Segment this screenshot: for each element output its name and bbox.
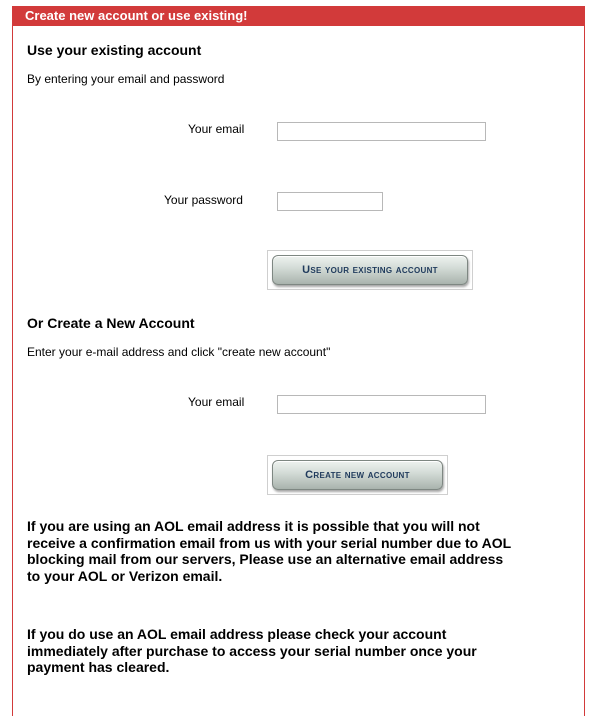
new-account-description: Enter your e-mail address and click "create new account" <box>27 345 331 359</box>
existing-email-label: Your email <box>188 122 245 136</box>
panel-title: Create new account or use existing! <box>12 6 585 26</box>
use-existing-account-button[interactable]: Use your existing account <box>272 255 468 285</box>
create-new-account-button[interactable]: Create new account <box>272 460 443 490</box>
account-panel <box>12 6 585 716</box>
new-email-input[interactable] <box>277 395 486 414</box>
new-button-frame <box>267 455 448 495</box>
existing-button-frame <box>267 250 473 290</box>
existing-account-heading: Use your existing account <box>27 42 202 58</box>
existing-password-input[interactable] <box>277 192 383 211</box>
aol-warning-notice: If you are using an AOL email address it is possible that you will not receive a confirmation email from us with your serial number due to AOL blocking mail from our servers, Please use an alternative email address to your AOL or Verizon email. <box>27 518 511 584</box>
aol-check-notice: If you do use an AOL email address please check your account immediately after purchase to access your serial number once your payment has cleared. <box>27 626 477 675</box>
existing-account-description: By entering your email and password <box>27 72 225 86</box>
new-account-heading: Or Create a New Account <box>27 315 195 331</box>
existing-password-label: Your password <box>164 193 243 207</box>
new-email-label: Your email <box>188 395 245 409</box>
existing-email-input[interactable] <box>277 122 486 141</box>
